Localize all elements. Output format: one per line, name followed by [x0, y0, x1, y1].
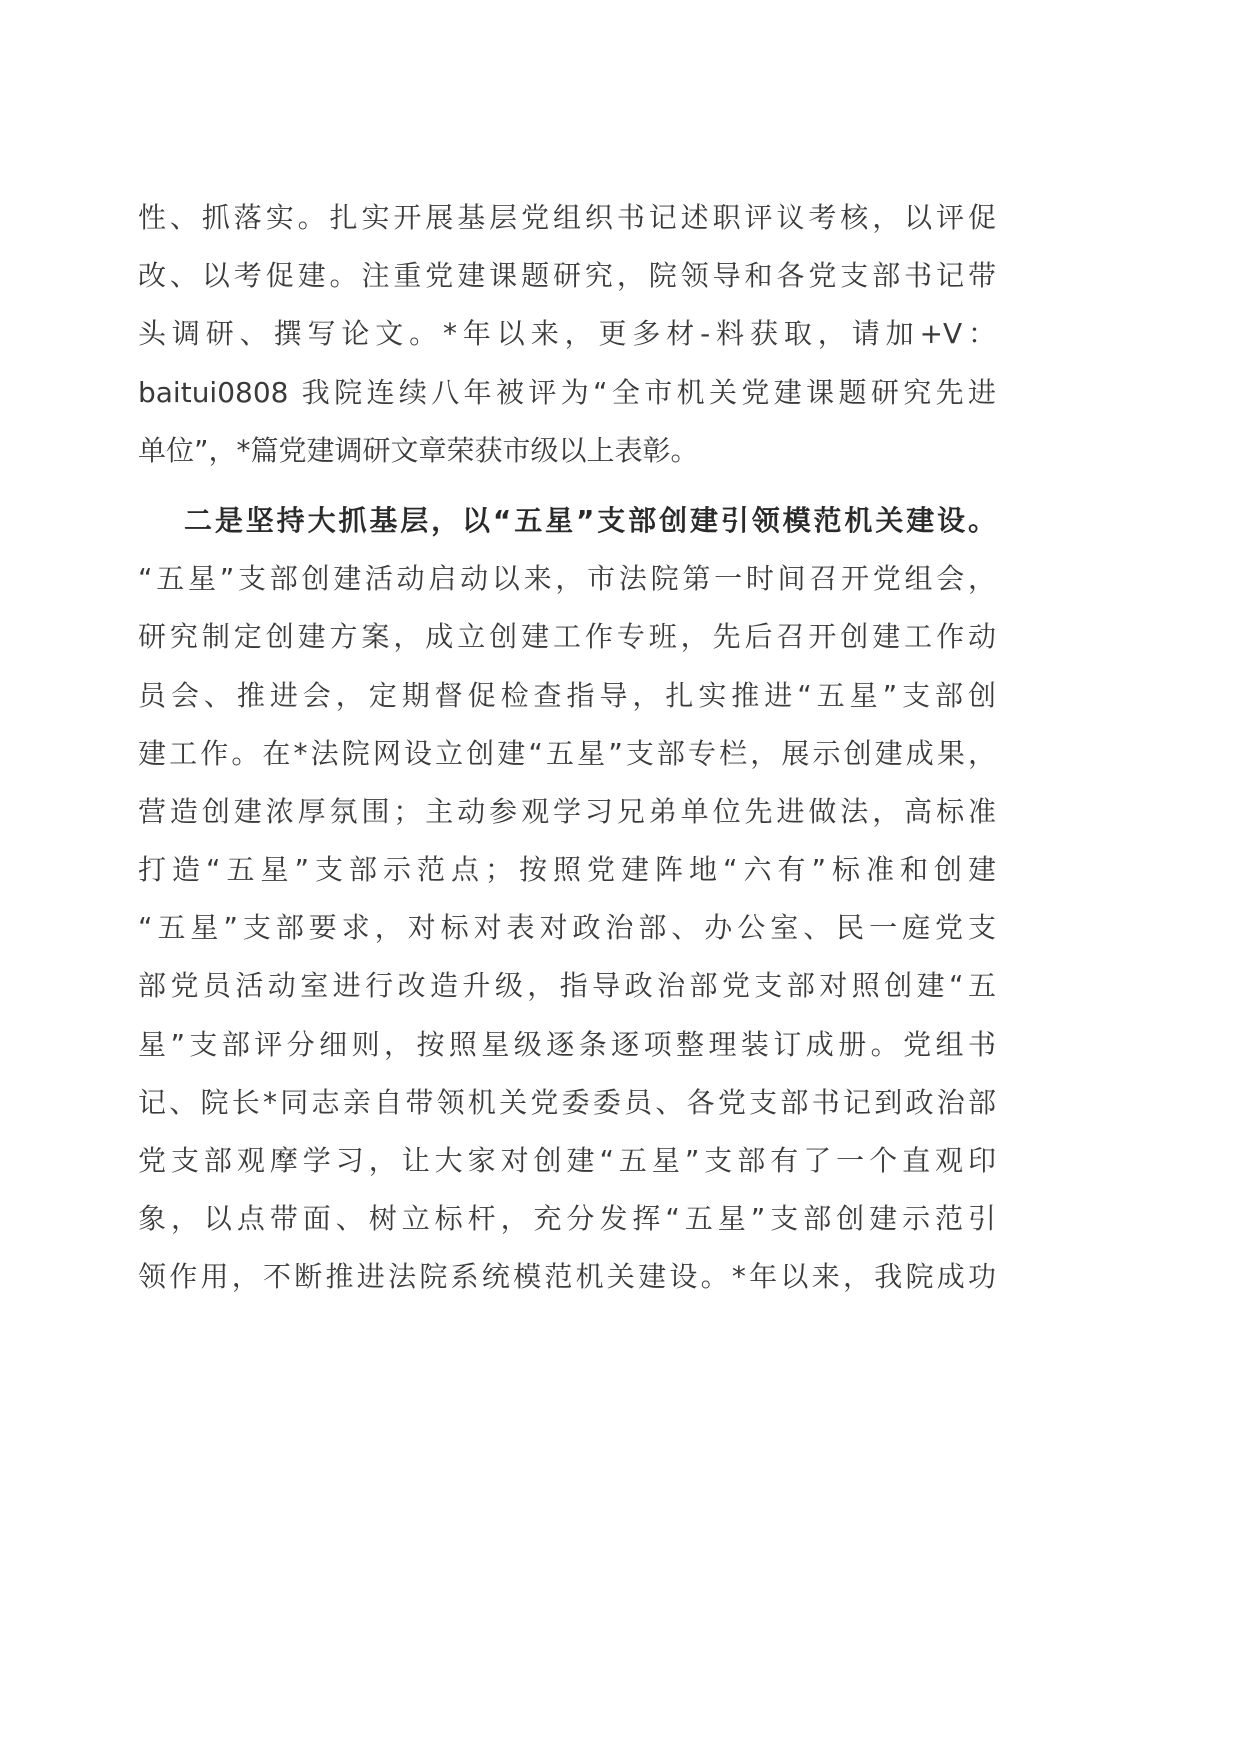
- text-line: 营造创建浓厚氛围；主动参观学习兄弟单位先进做法，高标准: [138, 794, 996, 828]
- paragraph-heading: 二是坚持大抓基层，以“五星”支部创建引领模范机关建设。: [184, 503, 996, 537]
- text-line: 单位”，*篇党建调研文章荣获市级以上表彰。: [138, 433, 699, 467]
- text-line: 领作用，不断推进法院系统模范机关建设。*年以来，我院成功: [138, 1260, 996, 1294]
- text-line: baitui0808 我院连续八年被评为“全市机关党建课题研究先进: [138, 375, 996, 409]
- paragraph-gap: [138, 480, 996, 492]
- text-line: 建工作。在*法院网设立创建“五星”支部专栏，展示创建成果，: [138, 736, 996, 770]
- text-line: 头调研、撰写论文。*年以来，更多材-料获取，请加+V：: [138, 317, 996, 351]
- text-line: 记、院长*同志亲自带领机关党委委员、各党支部书记到政治部: [138, 1085, 996, 1119]
- text-line: 星”支部评分细则，按照星级逐条逐项整理装订成册。党组书: [138, 1027, 996, 1061]
- paragraph-2: [138, 492, 996, 1307]
- text-line: 象，以点带面、树立标杆，充分发挥“五星”支部创建示范引: [138, 1202, 996, 1236]
- text-line: 员会、推进会，定期督促检查指导，扎实推进“五星”支部创: [138, 678, 996, 712]
- text-line: 党支部观摩学习，让大家对创建“五星”支部有了一个直观印: [138, 1144, 996, 1177]
- paragraph-1: [138, 189, 996, 480]
- text-line: 研究制定创建方案，成立创建工作专班，先后召开创建工作动: [138, 620, 996, 654]
- text-line: 部党员活动室进行改造升级，指导政治部党支部对照创建“五: [138, 969, 996, 1003]
- text-line: 改、以考促建。注重党建课题研究，院领导和各党支部书记带: [138, 259, 996, 293]
- text-line: “五星”支部要求，对标对表对政治部、办公室、民一庭党支: [138, 911, 996, 945]
- text-line: “五星”支部创建活动启动以来，市法院第一时间召开党组会，: [138, 562, 996, 596]
- document-page: [138, 189, 996, 1307]
- text-line: 性、抓落实。扎实开展基层党组织书记述职评议考核，以评促: [138, 201, 996, 234]
- text-line: 打造“五星”支部示范点；按照党建阵地“六有”标准和创建: [138, 853, 996, 887]
